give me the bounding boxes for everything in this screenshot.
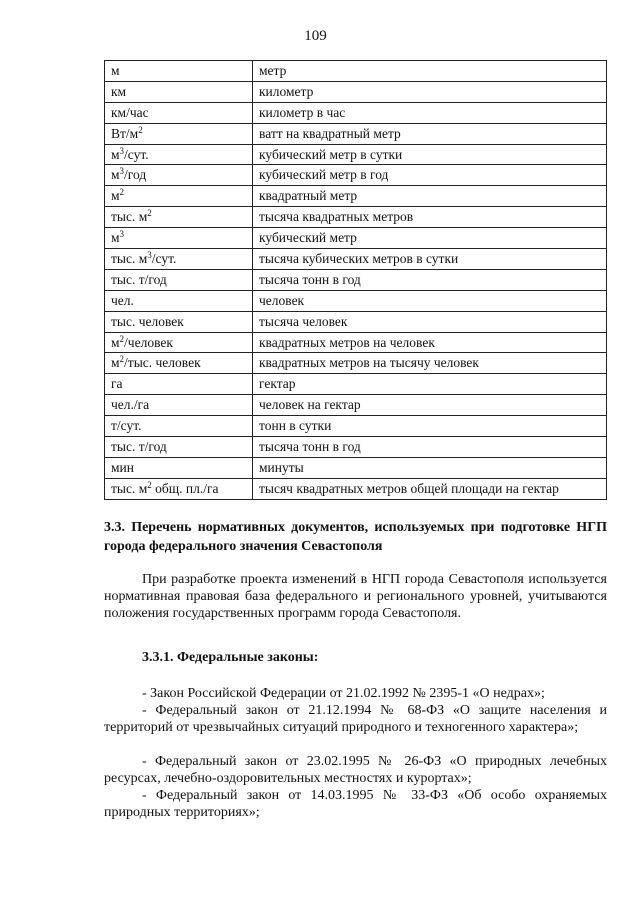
unit-abbreviation bbox=[105, 457, 253, 478]
unit-abbreviation-tail: /год bbox=[124, 167, 147, 183]
law-item: - Закон Российской Федерации от 21.02.1992 № 2395-1 «О недрах»; bbox=[142, 686, 545, 701]
unit-abbreviation bbox=[105, 207, 253, 228]
unit-row bbox=[105, 478, 607, 499]
unit-abbreviation-tail: /сут. bbox=[124, 146, 149, 162]
unit-row bbox=[105, 353, 607, 374]
federal-laws-subheading: 3.3.1. Федеральные законы: bbox=[142, 650, 319, 665]
unit-meaning: ватт на квадратный метр bbox=[253, 123, 607, 144]
unit-meaning: человек bbox=[253, 290, 607, 311]
unit-row bbox=[105, 228, 607, 249]
unit-abbreviation bbox=[105, 269, 253, 290]
unit-meaning: кубический метр в сутки bbox=[253, 144, 607, 165]
unit-abbreviation bbox=[105, 478, 253, 499]
unit-row bbox=[105, 102, 607, 123]
unit-abbreviation bbox=[105, 61, 253, 82]
unit-abbreviation-base: м bbox=[111, 334, 120, 350]
unit-abbreviation bbox=[105, 228, 253, 249]
unit-meaning: тысяча квадратных метров bbox=[253, 207, 607, 228]
unit-exponent: 3 bbox=[147, 249, 152, 260]
unit-row bbox=[105, 290, 607, 311]
unit-row bbox=[105, 416, 607, 437]
unit-row bbox=[105, 311, 607, 332]
unit-abbreviation-base: м bbox=[111, 355, 120, 371]
unit-abbreviation-base: тыс. т/год bbox=[111, 271, 167, 287]
unit-abbreviation bbox=[105, 395, 253, 416]
units-table bbox=[104, 60, 607, 500]
unit-abbreviation-base: тыс. т/год bbox=[111, 438, 167, 454]
unit-abbreviation-base: мин bbox=[111, 459, 134, 475]
unit-meaning: тысяч квадратных метров общей площади на гектар bbox=[253, 478, 607, 499]
unit-abbreviation-base: тыс. м bbox=[111, 250, 148, 266]
law-item: - Федеральный закон от 14.03.1995 № 33-ФЗ «Об особо охраняемых природных территориях»; bbox=[104, 788, 607, 820]
unit-row bbox=[105, 457, 607, 478]
unit-row bbox=[105, 395, 607, 416]
unit-meaning: кубический метр в год bbox=[253, 165, 607, 186]
unit-abbreviation bbox=[105, 416, 253, 437]
unit-abbreviation-base: чел. bbox=[111, 292, 134, 308]
unit-abbreviation-base: Вт/м bbox=[111, 125, 139, 141]
unit-meaning: кубический метр bbox=[253, 228, 607, 249]
unit-abbreviation-base: м bbox=[111, 62, 120, 78]
unit-exponent: 2 bbox=[119, 354, 125, 365]
unit-exponent: 2 bbox=[119, 187, 125, 198]
unit-abbreviation-base: м bbox=[111, 188, 120, 204]
unit-row bbox=[105, 81, 607, 102]
unit-exponent: 2 bbox=[138, 124, 143, 135]
unit-row bbox=[105, 332, 607, 353]
unit-abbreviation bbox=[105, 437, 253, 458]
unit-abbreviation bbox=[105, 353, 253, 374]
unit-meaning: тысяча человек bbox=[253, 311, 607, 332]
unit-abbreviation bbox=[105, 144, 253, 165]
unit-abbreviation bbox=[105, 81, 253, 102]
unit-row bbox=[105, 186, 607, 207]
unit-meaning: квадратный метр bbox=[253, 186, 607, 207]
unit-meaning: тысяча тонн в год bbox=[253, 269, 607, 290]
unit-abbreviation bbox=[105, 311, 253, 332]
unit-row bbox=[105, 269, 607, 290]
unit-abbreviation-base: м bbox=[111, 167, 120, 183]
unit-meaning: квадратных метров на тысячу человек bbox=[253, 353, 607, 374]
unit-meaning: минуты bbox=[253, 457, 607, 478]
unit-row bbox=[105, 123, 607, 144]
unit-abbreviation bbox=[105, 165, 253, 186]
intro-paragraph: При разработке проекта изменений в НГП города Севастополя используется нормативная правовая база федерального и регионального уровней, учитываются положения государственных программ города Севастополя. bbox=[104, 572, 607, 621]
unit-meaning: метр bbox=[253, 61, 607, 82]
unit-meaning: тысяча тонн в год bbox=[253, 437, 607, 458]
unit-abbreviation bbox=[105, 374, 253, 395]
unit-row bbox=[105, 165, 607, 186]
units-table-body bbox=[105, 61, 607, 500]
unit-abbreviation bbox=[105, 332, 253, 353]
unit-abbreviation-base: чел./га bbox=[111, 397, 150, 413]
unit-exponent: 2 bbox=[119, 333, 125, 344]
unit-abbreviation bbox=[105, 249, 253, 270]
unit-exponent: 3 bbox=[119, 166, 125, 177]
unit-abbreviation-base: м bbox=[111, 230, 120, 246]
unit-exponent: 2 bbox=[147, 208, 152, 219]
unit-abbreviation-base: км bbox=[111, 83, 127, 99]
unit-abbreviation bbox=[105, 186, 253, 207]
unit-meaning: километр в час bbox=[253, 102, 607, 123]
unit-meaning: гектар bbox=[253, 374, 607, 395]
page-number: 109 bbox=[304, 28, 327, 44]
section-heading: 3.3. Перечень нормативных документов, используемых при подготовке НГП города федерального значения Севастополя bbox=[104, 520, 607, 554]
unit-abbreviation-tail: общ. пл./га bbox=[151, 480, 219, 496]
unit-meaning: тонн в сутки bbox=[253, 416, 607, 437]
unit-abbreviation bbox=[105, 123, 253, 144]
unit-exponent: 2 bbox=[147, 479, 152, 490]
unit-meaning: человек на гектар bbox=[253, 395, 607, 416]
unit-abbreviation-base: т/сут. bbox=[111, 418, 142, 434]
unit-row bbox=[105, 374, 607, 395]
law-item: - Федеральный закон от 23.02.1995 № 26-ФЗ «О природных лечебных ресурсах, лечебно-оздоровительных местностях и курортах»; bbox=[104, 754, 607, 786]
law-item: - Федеральный закон от 21.12.1994 № 68-ФЗ «О защите населения и территорий от чрезвычайных ситуаций природного и техногенного характера»; bbox=[104, 703, 607, 735]
unit-row bbox=[105, 437, 607, 458]
unit-abbreviation bbox=[105, 290, 253, 311]
unit-abbreviation-base: тыс. м bbox=[111, 480, 148, 496]
unit-abbreviation-base: тыс. человек bbox=[111, 313, 184, 329]
unit-row bbox=[105, 249, 607, 270]
unit-abbreviation-tail: /человек bbox=[124, 334, 173, 350]
unit-abbreviation-base: тыс. м bbox=[111, 209, 148, 225]
unit-row bbox=[105, 61, 607, 82]
unit-meaning: километр bbox=[253, 81, 607, 102]
unit-abbreviation-base: га bbox=[111, 376, 123, 392]
unit-abbreviation-tail: /тыс. человек bbox=[124, 355, 201, 371]
unit-row bbox=[105, 144, 607, 165]
unit-exponent: 3 bbox=[119, 229, 125, 240]
unit-abbreviation-base: км/час bbox=[111, 104, 149, 120]
unit-abbreviation-tail: /сут. bbox=[151, 250, 177, 266]
unit-meaning: квадратных метров на человек bbox=[253, 332, 607, 353]
unit-meaning: тысяча кубических метров в сутки bbox=[253, 249, 607, 270]
unit-abbreviation bbox=[105, 102, 253, 123]
unit-row bbox=[105, 207, 607, 228]
unit-abbreviation-base: м bbox=[111, 146, 120, 162]
unit-exponent: 3 bbox=[119, 145, 125, 156]
